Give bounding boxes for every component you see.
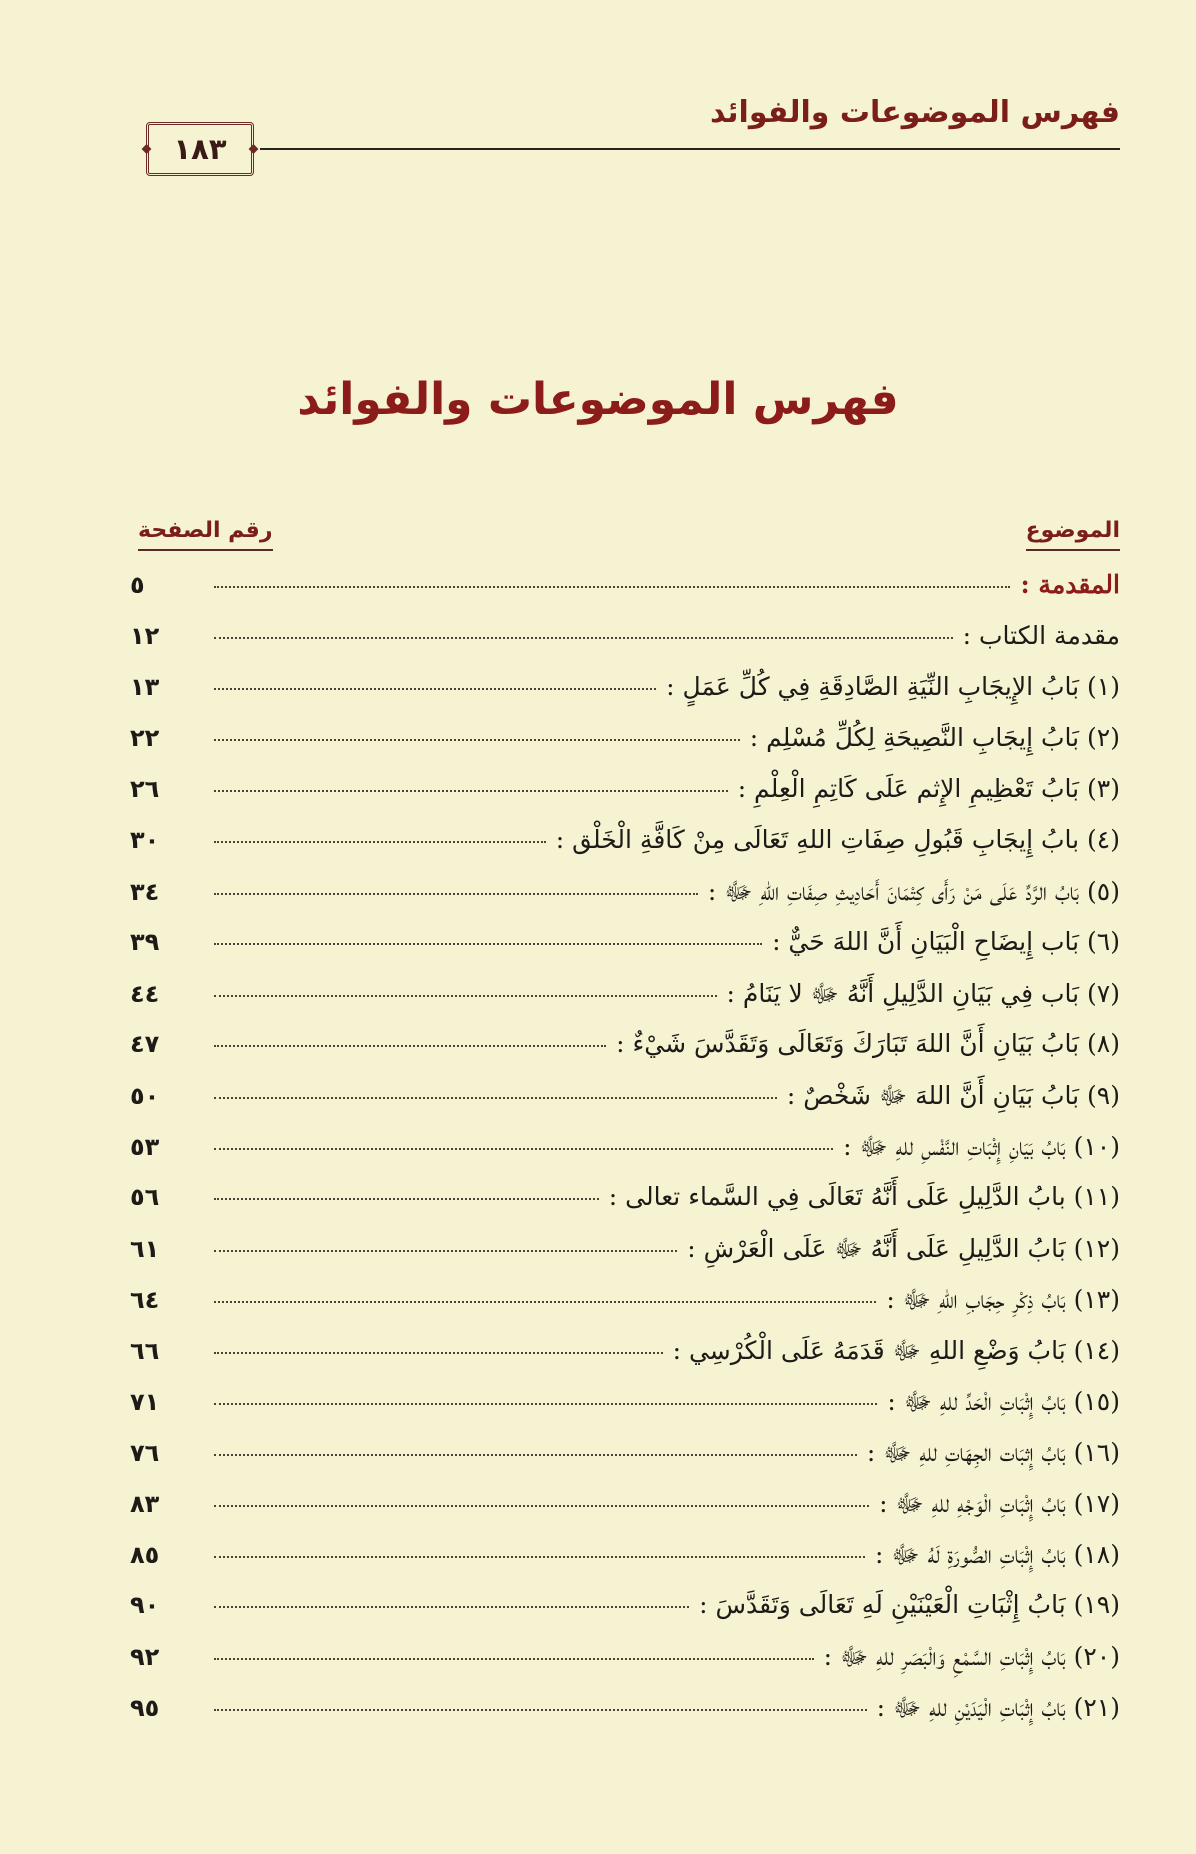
dot-leader <box>214 1148 833 1150</box>
toc-row <box>130 876 1120 927</box>
toc-entry-page: ١٢ <box>130 622 160 650</box>
column-header-page: رقم الصفحة <box>138 520 273 551</box>
toc-entry-page: ٥٦ <box>130 1183 160 1211</box>
toc-entry-page: ٢٢ <box>130 724 160 752</box>
toc-entry-page: ٤٤ <box>130 980 160 1008</box>
dot-leader <box>214 1454 857 1456</box>
table-of-contents <box>130 570 1120 1743</box>
dot-leader <box>214 739 740 741</box>
dot-leader <box>214 1097 777 1099</box>
toc-entry-page: ٨٥ <box>130 1541 160 1569</box>
toc-entry-title: (٥) بَابُ الرَّدِّ عَلَى مَنْ رَأَى كِتْمَانَ أَحَادِيثِ صِفَاتِ اللهِ ﷻ : <box>707 877 1120 906</box>
toc-entry-title: (١٨) بَابُ إِثْبَاتِ الصُّورَةِ لَهُ ﷻ : <box>875 1540 1120 1569</box>
dot-leader <box>214 841 546 843</box>
toc-row <box>130 1641 1120 1692</box>
toc-entry-page: ٣٩ <box>130 928 160 956</box>
dot-leader <box>214 1198 599 1200</box>
dot-leader <box>214 1045 606 1047</box>
toc-entry-page: ٤٧ <box>130 1030 160 1058</box>
toc-entry-title: (١٦) بَابُ إِثبَات الجِهَاتِ للهِ ﷻ : <box>866 1438 1120 1467</box>
toc-row <box>130 1182 1120 1233</box>
toc-row <box>130 723 1120 774</box>
dot-leader <box>214 943 762 945</box>
toc-row <box>130 1131 1120 1182</box>
toc-row <box>130 927 1120 978</box>
dot-leader <box>214 1709 867 1711</box>
toc-entry-title: المقدمة : <box>1020 570 1120 599</box>
toc-entry-page: ٥٠ <box>130 1082 160 1110</box>
dot-leader <box>214 1301 876 1303</box>
toc-entry-title: (١٥) بَابُ إِثْبَاتِ الْحَدِّ للهِ ﷻ : <box>887 1387 1120 1416</box>
dot-leader <box>214 1606 689 1608</box>
toc-entry-page: ٥٣ <box>130 1133 160 1161</box>
toc-row <box>130 1590 1120 1641</box>
toc-row <box>130 570 1120 621</box>
toc-entry-title: (١٠) بَابُ بَيَانِ إِثْبَاتِ النَّفْسِ للهِ ﷻ : <box>843 1132 1120 1161</box>
toc-entry-title: (١) بَابُ الإِيجَابِ النِّيَةِ الصَّادِقَةِ فِي كُلِّ عَمَلٍ : <box>666 672 1120 701</box>
toc-entry-title: (٩) بَابُ بَيَانِ أَنَّ اللهَ ﷻ شَخْصٌ : <box>786 1081 1120 1110</box>
toc-row <box>130 1488 1120 1539</box>
dot-leader <box>214 995 717 997</box>
toc-entry-page: ٦٤ <box>130 1286 160 1314</box>
toc-entry-title: (٦) بَاب إِيضَاحِ الْبَيَانِ أَنَّ اللهَ حَيٌّ : <box>772 927 1120 956</box>
toc-entry-page: ٩٥ <box>130 1694 160 1722</box>
toc-row <box>130 978 1120 1029</box>
toc-entry-page: ٩٢ <box>130 1643 160 1671</box>
toc-entry-page: ٥ <box>130 571 145 599</box>
toc-entry-page: ٢٦ <box>130 775 160 803</box>
toc-row <box>130 825 1120 876</box>
toc-entry-page: ٦٦ <box>130 1337 160 1365</box>
toc-entry-page: ١٣ <box>130 673 160 701</box>
toc-entry-page: ٩٠ <box>130 1591 160 1619</box>
toc-row <box>130 672 1120 723</box>
toc-row <box>130 1692 1120 1743</box>
index-title: فهرس الموضوعات والفوائد <box>297 374 899 425</box>
toc-row <box>130 1386 1120 1437</box>
toc-entry-title: (٤) بابُ إِيجَابِ قَبُولِ صِفَاتِ اللهِ تَعَالَى مِنْ كَافَّةِ الْخَلْق : <box>555 825 1120 854</box>
toc-entry-title: (٨) بَابُ بَيَانِ أَنَّ اللهَ تَبَارَكَ وَتَعَالَى وَتَقَدَّسَ شَيْءٌ : <box>616 1029 1120 1058</box>
toc-row <box>130 774 1120 825</box>
header-rule <box>260 148 1120 150</box>
toc-entry-title: (٢) بَابُ إِيجَابِ النَّصِيحَةِ لِكُلِّ مُسْلِم : <box>749 723 1120 752</box>
toc-entry-title: (١١) بابُ الدَّلِيلِ عَلَى أَنَّهُ تَعَالَى فِي السَّماء تعالى : <box>608 1182 1120 1211</box>
toc-entry-page: ٦١ <box>130 1235 160 1263</box>
toc-entry-title: مقدمة الكتاب : <box>962 621 1120 650</box>
toc-entry-page: ٨٣ <box>130 1490 160 1518</box>
toc-entry-page: ٧١ <box>130 1388 160 1416</box>
page-number-frame <box>146 122 254 176</box>
toc-entry-title: (٧) بَاب فِي بَيَانِ الدَّلِيلِ أَنَّهُ ﷻ لا يَنَامُ : <box>726 979 1120 1008</box>
toc-row <box>130 1080 1120 1131</box>
dot-leader <box>214 637 953 639</box>
dot-leader <box>214 586 1010 588</box>
toc-entry-page: ٣٤ <box>130 878 160 906</box>
toc-row <box>130 1029 1120 1080</box>
dot-leader <box>214 1352 663 1354</box>
toc-entry-title: (١٩) بَابُ إِثْبَاتِ الْعَيْنَيْنِ لَهِ تَعَالَى وَتَقَدَّسَ : <box>699 1590 1120 1619</box>
dot-leader <box>214 893 698 895</box>
dot-leader <box>214 1250 677 1252</box>
running-header-title: فهرس الموضوعات والفوائد <box>709 95 1120 130</box>
toc-entry-title: (٢٠) بَابُ إِثْبَاتِ السَّمْعِ وَالْبَصَرِ للهِ ﷻ : <box>823 1642 1120 1671</box>
toc-entry-title: (٢١) بَابُ إِثْبَاتِ الْيَدَيْنِ للهِ ﷻ : <box>876 1693 1120 1722</box>
dot-leader <box>214 790 728 792</box>
toc-row <box>130 1539 1120 1590</box>
toc-row <box>130 1284 1120 1335</box>
dot-leader <box>214 1658 814 1660</box>
dot-leader <box>214 688 656 690</box>
toc-entry-title: (١٢) بَابُ الدَّلِيلِ عَلَى أَنَّهُ ﷻ عَلَى الْعَرْشِ : <box>687 1234 1120 1263</box>
toc-row <box>130 1335 1120 1386</box>
dot-leader <box>214 1403 877 1405</box>
column-header-topic: الموضوع <box>1026 520 1120 551</box>
toc-entry-title: (١٧) بَابُ إِثْبَاتِ الْوَجْهِ للهِ ﷻ : <box>879 1489 1120 1518</box>
toc-entry-title: (٣) بَابُ تَعْظِيمِ الإِثم عَلَى كَاتِمِ الْعِلْمِ : <box>737 774 1120 803</box>
toc-row <box>130 1233 1120 1284</box>
toc-entry-title: (١٣) بَابُ ذِكْرِ حِجَابِ اللهِ ﷻ : <box>886 1285 1120 1314</box>
page-number: ١٨٣ <box>173 132 227 166</box>
toc-entry-page: ٧٦ <box>130 1439 160 1467</box>
toc-row <box>130 1437 1120 1488</box>
toc-entry-page: ٣٠ <box>130 826 160 854</box>
dot-leader <box>214 1505 869 1507</box>
dot-leader <box>214 1556 865 1558</box>
toc-entry-title: (١٤) بَابُ وَضْعِ اللهِ ﷻ قَدَمَهُ عَلَى الْكُرْسِي : <box>672 1336 1120 1365</box>
toc-row <box>130 621 1120 672</box>
